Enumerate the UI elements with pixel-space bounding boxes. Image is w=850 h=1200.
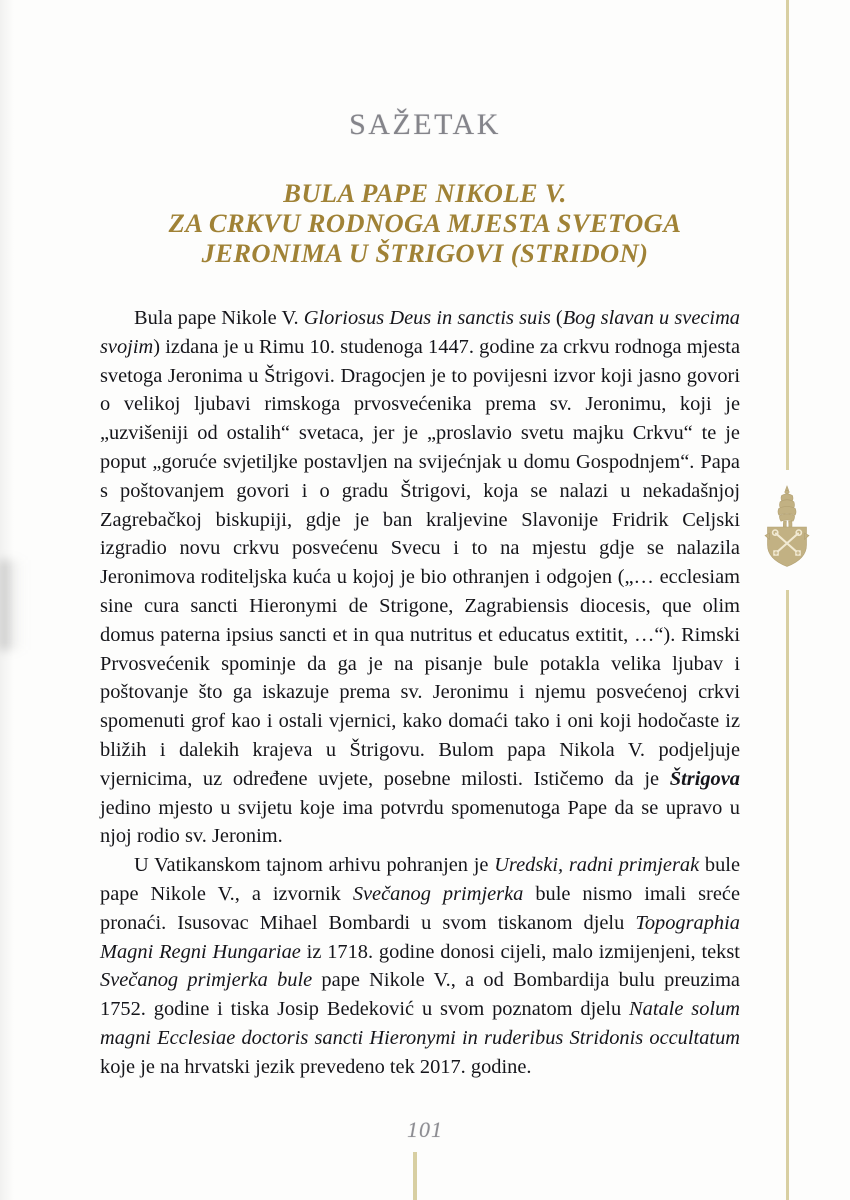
paragraph: U Vatikanskom tajnom arhivu pohranjen je Uredski, radni primjerak bule pape Nikole V., a izvornik Svečanog primjerka bule nismo imali sreće pronaći. Isusovac Mihael Bombardi u svom tiskanom djelu Topographia Magni Regni Hungariae iz 1718. godine donosi cijeli, malo izmijenjeni, tekst Svečanog primjerka bule pape Nikole V., a od Bombardija bulu preuzima 1752. godine i tiska Josip Bedeković u svom poznatom djelu Natale solum magni Ecclesiae doctoris sancti Hieronymi in ruderibus Stridonis occultatum koje je na hrvatski jezik prevedeno tek 2017. godine.	[100, 854, 740, 1078]
paragraph: Bula pape Nikole V. Gloriosus Deus in sanctis suis (Bog slavan u svecima svojim) izdana je u Rimu 10. studenoga 1447. godine za crkvu rodnoga mjesta svetoga Jeronima u Štrigovi. Dragocjen je to povijesni izvor koji jasno govori o velikoj ljubavi rimskoga prvosvećenika prema sv. Jeronimu, koji je „uzvišeniji od ostalih“ svetaca, jer je „proslavio svetu majku Crkvu“ te je poput „goruće svjetiljke postavljen na svijećnjak u domu Gospodnjem“. Papa s poštovanjem govori i o gradu Štrigovi, koja se nalazi u nekadašnjoj Zagrebačkoj biskupiji, gdje je ban kraljevine Slavonije Fridrik Celjski izgradio novu crkvu posvećenu Svecu i to na mjestu gdje se nalazila Jeronimova roditeljska kuća u kojoj je bio othranjen i odgojen („… ecclesiam sine cura sancti Hieronymi de Strigone, Zagrabiensis diocesis, que olim domus paterna ipsius sancti et in qua nutritus et educatus extitit, …“). Rimski Prvosvećenik spominje da ga je na pisanje bule potakla velika ljubav i poštovanje što ga iskazuje prema sv. Jeronimu i njemu posvećenoj crkvi spomenuti grof kao i ostali vjernici, kako domaći tako i oni koji hodočaste iz bližih i dalekih krajeva u Štrigovu. Bulom papa Nikola V. podjeljuje vjernicima, uz određene uvjete, posebne milosti. Ističemo da je Štrigova jedino mjesto u svijetu koje ima potvrdu spomenutoga Pape da se upravo u njoj rodio sv. Jeronim.	[100, 307, 741, 848]
decorative-vertical-rule-footer	[413, 1152, 417, 1200]
body-text	[100, 304, 740, 1082]
page-title-line-2: ZA CRKVU RODNOGA MJESTA SVETOGA	[168, 208, 682, 238]
section-heading: SAŽETAK	[349, 108, 501, 141]
page-number: 101	[407, 1117, 443, 1142]
page-title-line-3: JERONIMA U ŠTRIGOVI (STRIDON)	[201, 238, 649, 268]
papal-coat-of-arms-icon	[759, 483, 815, 569]
page-gutter-shadow	[0, 560, 26, 650]
page-title-line-1: BULA PAPE NIKOLE V.	[283, 178, 567, 208]
decorative-vertical-rule-bottom	[786, 590, 789, 1200]
page-title	[0, 178, 850, 268]
